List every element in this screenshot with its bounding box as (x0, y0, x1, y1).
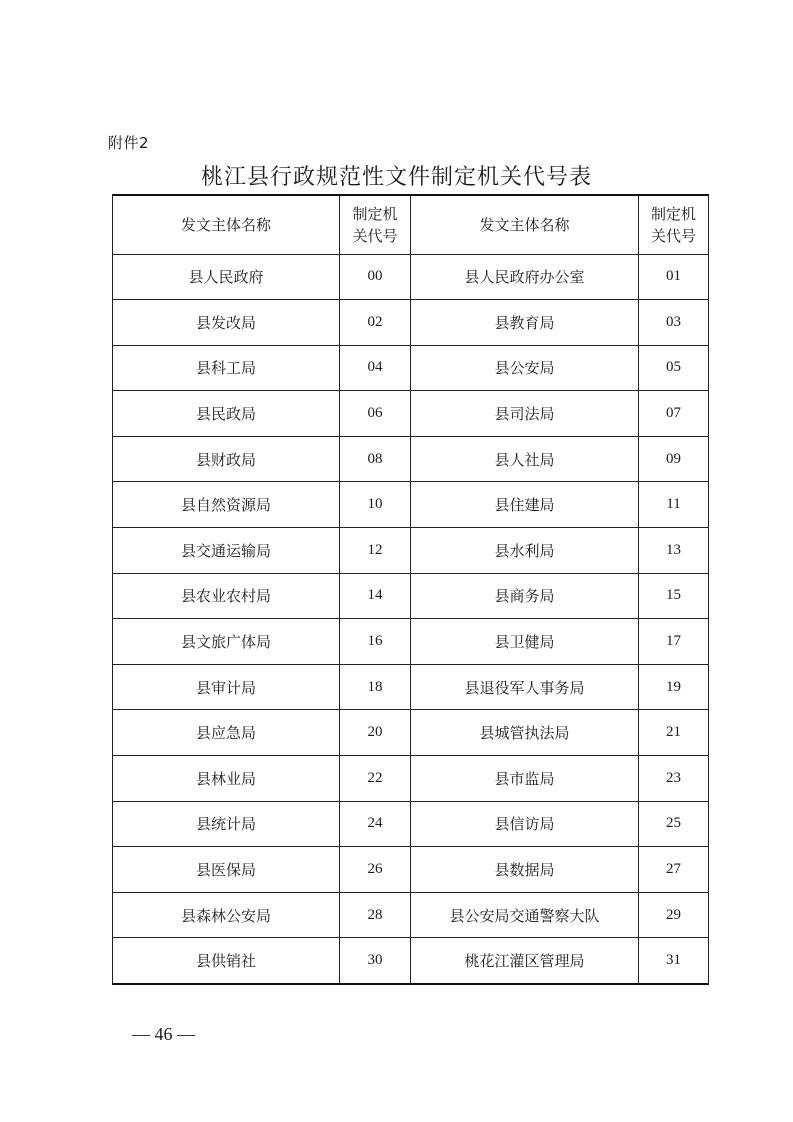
document-title: 桃江县行政规范性文件制定机关代号表 (200, 165, 592, 190)
agency-name-cell: 县公安局交通警察大队 (411, 892, 639, 938)
table-row (113, 847, 709, 893)
agency-code-cell: 22 (340, 756, 411, 802)
agency-name-cell: 县住建局 (411, 482, 639, 528)
agency-code-cell: 30 (340, 938, 411, 984)
table-row (113, 345, 709, 391)
agency-name-cell: 县民政局 (113, 391, 340, 437)
agency-code-cell: 16 (340, 619, 411, 665)
header-name-left: 发文主体名称 (113, 195, 340, 254)
page-number: — 46 — (132, 1024, 195, 1044)
agency-code-cell: 01 (639, 254, 709, 300)
agency-name-cell: 县退役军人事务局 (411, 664, 639, 710)
agency-name-cell: 县统计局 (113, 801, 340, 847)
agency-code-cell: 21 (639, 710, 709, 756)
header-code-line2: 关代号 (352, 226, 398, 245)
agency-name-cell: 县司法局 (411, 391, 639, 437)
agency-code-cell: 19 (639, 664, 709, 710)
table-row (113, 300, 709, 346)
agency-name-cell: 县交通运输局 (113, 528, 340, 574)
agency-code-cell: 11 (639, 482, 709, 528)
agency-name-cell: 县城管执法局 (411, 710, 639, 756)
agency-code-cell: 17 (639, 619, 709, 665)
header-code-left (340, 195, 411, 254)
agency-code-cell: 08 (340, 436, 411, 482)
header-code-line1: 制定机 (352, 204, 398, 223)
agency-name-cell: 县人民政府办公室 (411, 254, 639, 300)
table-body (113, 254, 709, 984)
agency-name-cell: 县人民政府 (113, 254, 340, 300)
table-row (113, 756, 709, 802)
table-row (113, 619, 709, 665)
table-row (113, 391, 709, 437)
agency-code-cell: 23 (639, 756, 709, 802)
agency-name-cell: 桃花江灌区管理局 (411, 938, 639, 984)
agency-code-cell: 27 (639, 847, 709, 893)
agency-code-cell: 15 (639, 573, 709, 619)
header-code-line1: 制定机 (650, 204, 696, 223)
agency-code-cell: 07 (639, 391, 709, 437)
table-row (113, 892, 709, 938)
table-row (113, 254, 709, 300)
agency-code-cell: 24 (340, 801, 411, 847)
agency-name-cell: 县供销社 (113, 938, 340, 984)
table-row (113, 664, 709, 710)
table-row (113, 573, 709, 619)
table-row (113, 801, 709, 847)
agency-name-cell: 县数据局 (411, 847, 639, 893)
agency-code-cell: 06 (340, 391, 411, 437)
agency-name-cell: 县人社局 (411, 436, 639, 482)
agency-name-cell: 县森林公安局 (113, 892, 340, 938)
agency-name-cell: 县自然资源局 (113, 482, 340, 528)
agency-name-cell: 县水利局 (411, 528, 639, 574)
agency-name-cell: 县公安局 (411, 345, 639, 391)
agency-name-cell: 县文旅广体局 (113, 619, 340, 665)
agency-code-cell: 18 (340, 664, 411, 710)
agency-code-cell: 14 (340, 573, 411, 619)
agency-code-cell: 12 (340, 528, 411, 574)
agency-name-cell: 县审计局 (113, 664, 340, 710)
table-row (113, 528, 709, 574)
agency-code-cell: 04 (340, 345, 411, 391)
agency-code-cell: 13 (639, 528, 709, 574)
table-row (113, 710, 709, 756)
agency-code-cell: 05 (639, 345, 709, 391)
agency-name-cell: 县医保局 (113, 847, 340, 893)
agency-code-cell: 02 (340, 300, 411, 346)
agency-code-cell: 00 (340, 254, 411, 300)
agency-code-cell: 03 (639, 300, 709, 346)
agency-name-cell: 县教育局 (411, 300, 639, 346)
attachment-label: 附件2 (108, 134, 150, 152)
agency-code-cell: 09 (639, 436, 709, 482)
agency-code-cell: 20 (340, 710, 411, 756)
agency-name-cell: 县市监局 (411, 756, 639, 802)
agency-name-cell: 县信访局 (411, 801, 639, 847)
header-code-line2: 关代号 (650, 226, 696, 245)
agency-code-cell: 31 (639, 938, 709, 984)
table-row (113, 938, 709, 984)
agency-code-table (112, 194, 709, 985)
table-row (113, 436, 709, 482)
agency-name-cell: 县林业局 (113, 756, 340, 802)
agency-name-cell: 县科工局 (113, 345, 340, 391)
table-header-row (113, 195, 709, 254)
header-name-right: 发文主体名称 (411, 195, 639, 254)
agency-name-cell: 县农业农村局 (113, 573, 340, 619)
agency-name-cell: 县商务局 (411, 573, 639, 619)
header-code-right (639, 195, 709, 254)
agency-name-cell: 县应急局 (113, 710, 340, 756)
agency-name-cell: 县卫健局 (411, 619, 639, 665)
agency-code-cell: 29 (639, 892, 709, 938)
agency-name-cell: 县发改局 (113, 300, 340, 346)
agency-code-cell: 10 (340, 482, 411, 528)
agency-code-cell: 26 (340, 847, 411, 893)
agency-name-cell: 县财政局 (113, 436, 340, 482)
table-row (113, 482, 709, 528)
agency-code-cell: 25 (639, 801, 709, 847)
agency-code-cell: 28 (340, 892, 411, 938)
